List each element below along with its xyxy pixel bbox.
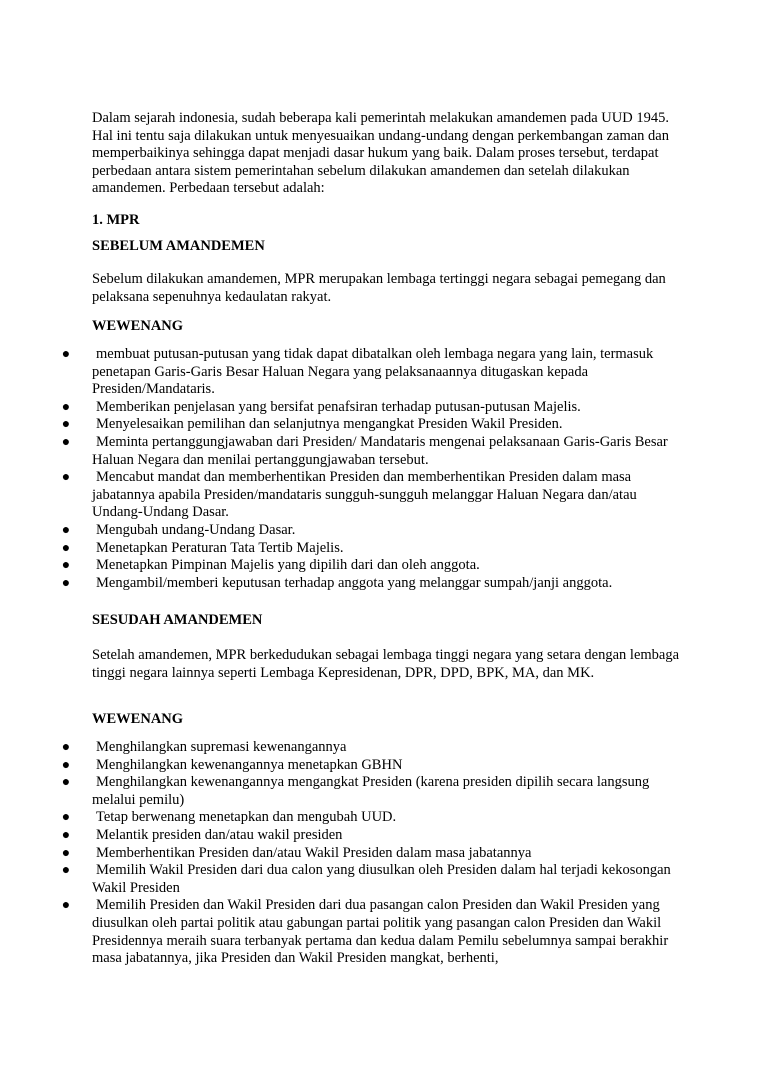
list-item: ● Menetapkan Peraturan Tata Tertib Majelis. <box>61 539 344 556</box>
list-item: ● Tetap berwenang menetapkan dan mengubah UUD. <box>61 809 397 826</box>
list-item: ● Meminta pertanggungjawaban dari Presiden/ Mandataris mengenai pelaksanaan Garis-Garis Besar Haluan Negara dan menilai pertanggungjawaban tersebut. <box>61 433 668 468</box>
list-item: ● Menetapkan Pimpinan Majelis yang dipilih dari dan oleh anggota. <box>61 557 480 574</box>
after-authority-list <box>0 739 768 968</box>
list-item: ● Memberhentikan Presiden dan/atau Wakil Presiden dalam masa jabatannya <box>61 844 532 861</box>
after-paragraph: Setelah amandemen, MPR berkedudukan sebagai lembaga tinggi negara yang setara dengan lembaga tinggi negara lainnya seperti Lembaga Kepresidenan, DPR, DPD, BPK, MA, dan MK. <box>92 647 680 681</box>
bullet-icon: ● <box>61 522 71 538</box>
bullet-icon: ● <box>61 558 71 574</box>
list-item: ● Mencabut mandat dan memberhentikan Presiden dan memberhentikan Presiden dalam masa jabatannya apabila Presiden/mandataris sungguh-sungguh melanggar Haluan Negara dan/atau Undang-Undang Dasar. <box>61 469 637 521</box>
before-authority-heading: WEWENANG <box>92 318 184 334</box>
list-item: ● Memberikan penjelasan yang bersifat penafsiran terhadap putusan-putusan Majelis. <box>61 398 581 415</box>
after-heading: SESUDAH AMANDEMEN <box>92 612 263 628</box>
list-item: ● Menghilangkan kewenangannya menetapkan GBHN <box>61 756 403 773</box>
bullet-icon: ● <box>61 470 71 486</box>
list-item: ● Memilih Wakil Presiden dari dua calon yang diusulkan oleh Presiden dalam hal terjadi kekosongan Wakil Presiden <box>61 862 671 896</box>
bullet-icon: ● <box>61 417 71 433</box>
bullet-icon: ● <box>61 434 71 450</box>
before-authority-list <box>0 346 768 592</box>
bullet-icon: ● <box>61 740 71 755</box>
list-item: ● Mengambil/memberi keputusan terhadap anggota yang melanggar sumpah/janji anggota. <box>61 574 613 591</box>
list-item: ● Melantik presiden dan/atau wakil presiden <box>61 826 343 843</box>
list-item: ● Menyelesaikan pemilihan dan selanjutnya mengangkat Presiden Wakil Presiden. <box>61 416 563 433</box>
list-item: ● Menghilangkan supremasi kewenangannya <box>61 739 347 755</box>
bullet-icon: ● <box>61 863 71 879</box>
list-item: ● membuat putusan-putusan yang tidak dapat dibatalkan oleh lembaga negara yang lain, termasuk penetapan Garis-Garis Besar Haluan Negara yang pelaksanaannya ditugaskan kepada Presiden/Mandataris. <box>61 346 654 398</box>
bullet-icon: ● <box>61 898 71 914</box>
bullet-icon: ● <box>61 845 71 861</box>
intro-paragraph: Dalam sejarah indonesia, sudah beberapa kali pemerintah melakukan amandemen pada UUD 1945. Hal ini tentu saja dilakukan untuk menyesuaikan undang-undang dengan perkembangan zaman dan memperbaikinya sehingga dapat menjadi dasar hukum yang baik. Dalam proses tersebut, terdapat perbedaan antara sistem pemerintahan sebelum dilakukan amandemen dan setelah dilakukan amandemen. Perbedaan tersebut adalah: <box>92 110 669 197</box>
bullet-icon: ● <box>61 399 71 415</box>
bullet-icon: ● <box>61 827 71 843</box>
list-item: ● Mengubah undang-Undang Dasar. <box>61 521 296 538</box>
bullet-icon: ● <box>61 540 71 556</box>
bullet-icon: ● <box>61 575 71 591</box>
before-paragraph: Sebelum dilakukan amandemen, MPR merupakan lembaga tertinggi negara sebagai pemegang dan pelaksana sepenuhnya kedaulatan rakyat. <box>92 271 666 305</box>
bullet-icon: ● <box>61 810 71 826</box>
bullet-icon: ● <box>61 757 71 773</box>
list-item: ● Menghilangkan kewenangannya mengangkat Presiden (karena presiden dipilih secara langsung melalui pemilu) <box>61 774 650 808</box>
before-heading: SEBELUM AMANDEMEN <box>92 238 265 254</box>
bullet-icon: ● <box>61 347 71 362</box>
after-authority-heading: WEWENANG <box>92 711 184 727</box>
bullet-icon: ● <box>61 775 71 791</box>
section-title: 1. MPR <box>92 212 140 228</box>
list-item: ● Memilih Presiden dan Wakil Presiden dari dua pasangan calon Presiden dan Wakil Presiden yang diusulkan oleh partai politik atau gabungan partai politik yang pasangan calon Presiden dan Wakil Presidennya meraih suara terbanyak pertama dan kedua dalam Pemilu sebelumnya sampai berakhir masa jabatannya, jika Presiden dan Wakil Presiden mangkat, berhenti, <box>61 897 669 967</box>
